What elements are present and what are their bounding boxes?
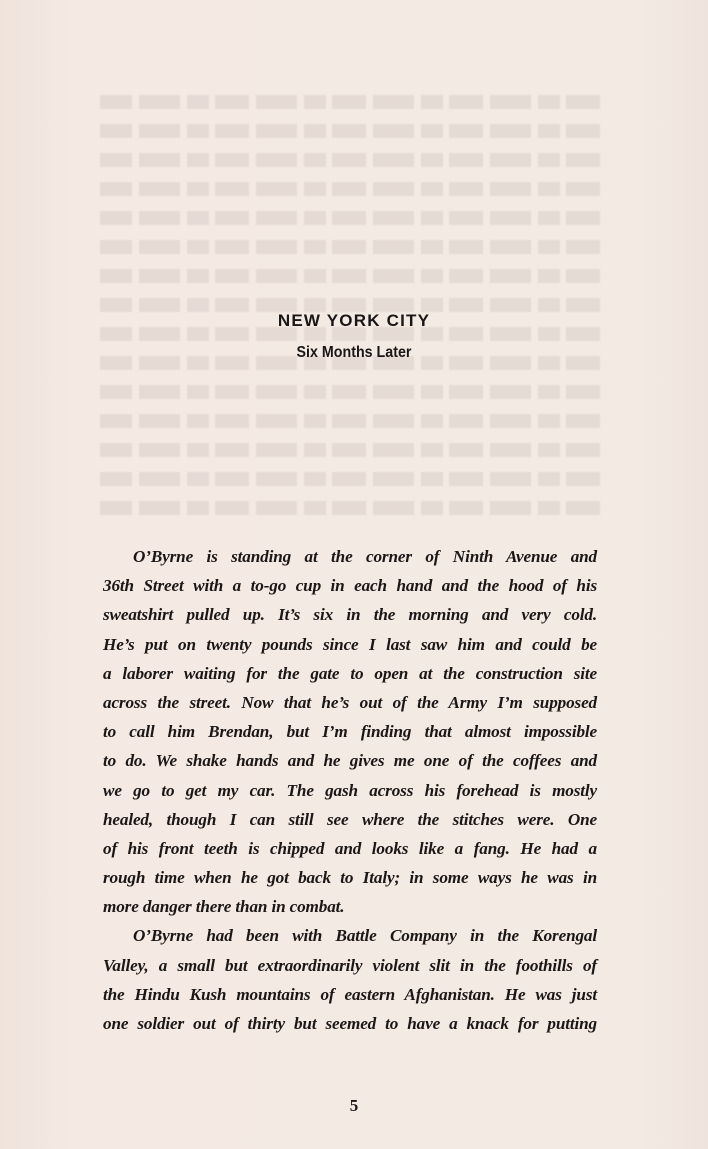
text-line: 36th Street with a to-go cup in each hand and the hood of his (103, 576, 597, 596)
text-line: the Hindu Kush mountains of eastern Afghanistan. He was just (103, 984, 597, 1004)
page-number: 5 (349, 1096, 359, 1115)
text-line: O’Byrne had been with Battle Company in the Korengal (133, 926, 597, 946)
body-text (103, 542, 597, 1038)
text-line: more danger there than in combat. (103, 897, 345, 917)
text-line: He’s put on twenty pounds since I last saw him and could be (103, 634, 597, 654)
text-line: healed, though I can still see where the stitches were. One (103, 809, 597, 829)
chapter-heading: NEW YORK CITY (277, 311, 431, 330)
text-line: Valley, a small but extraordinarily violent slit in the foothills of (103, 955, 597, 975)
text-line: one soldier out of thirty but seemed to have a knack for putting (103, 1014, 597, 1033)
text-line: to call him Brendan, but I’m finding that almost impossible (103, 722, 597, 742)
text-line: a laborer waiting for the gate to open at the construction site (103, 663, 597, 683)
text-line: we go to get my car. The gash across his forehead is mostly (103, 780, 597, 800)
chapter-subheading: Six Months Later (296, 344, 412, 361)
paragraph (103, 921, 597, 1038)
text-line: of his front teeth is chipped and looks like a fang. He had a (103, 838, 597, 858)
text-line: to do. We shake hands and he gives me one of the coffees and (103, 751, 597, 771)
text-line: O’Byrne is standing at the corner of Ninth Avenue and (133, 547, 597, 566)
text-line: across the street. Now that he’s out of the Army I’m supposed (103, 692, 597, 712)
paragraph (103, 542, 597, 921)
text-line: sweatshirt pulled up. It’s six in the morning and very cold. (103, 605, 597, 625)
text-line: rough time when he got back to Italy; in some ways he was in (103, 868, 597, 888)
